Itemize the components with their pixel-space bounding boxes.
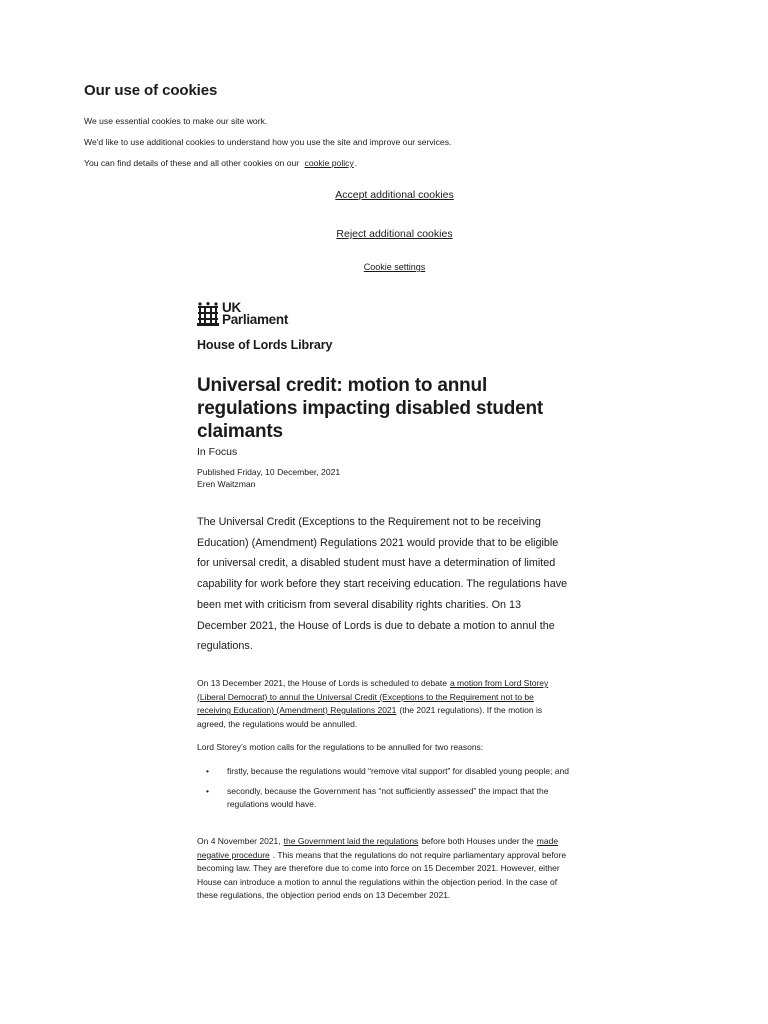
article-category: In Focus — [197, 446, 238, 458]
cookie-additional-text: We'd like to use additional cookies to understand how you use the site and improve our services. — [84, 137, 452, 147]
published-date: Published Friday, 10 December, 2021 — [197, 467, 341, 477]
logo-wordmark — [222, 302, 288, 326]
list-item-text: secondly, because the Government has “not sufficiently assessed” the impact that the regulations would have. — [227, 785, 549, 809]
logo-line-uk: UK — [222, 300, 241, 315]
cookie-details-after: . — [354, 158, 358, 168]
cookie-essential-text: We use essential cookies to make our site work. — [84, 116, 268, 126]
article-title: Universal credit: motion to annul regulations impacting disabled student claimants — [197, 375, 544, 442]
article-summary: The Universal Credit (Exceptions to the Requirement not to be receiving Education) (Amendment) Regulations 2021 would provide that to be eligible for universal credit, a disabled student must have a determination of limited capability for work before they start receiving education. The regulations have been met with criticism from several disability rights charities. On 13 December 2021, the House of Lords is due to debate a motion to annul the regulations. — [197, 516, 568, 653]
p1-text-after: (the 2021 regulations). If the motion is agreed, the regulations would be annulled. — [197, 705, 543, 729]
list-item — [197, 785, 569, 812]
reject-cookies-button[interactable]: Reject additional cookies — [336, 228, 453, 240]
library-name: House of Lords Library — [197, 338, 333, 352]
body-paragraph-1 — [197, 677, 569, 731]
bullet-icon: • — [206, 766, 209, 776]
list-item-text: firstly, because the regulations would “remove vital support” for disabled young people; and — [227, 766, 569, 776]
article-author: Eren Waitzman — [197, 479, 256, 489]
body-paragraph-3 — [197, 835, 569, 903]
cookie-details-text — [84, 157, 357, 169]
accept-cookies-button[interactable]: Accept additional cookies — [335, 189, 454, 201]
cookie-details-before: You can find details of these and all other cookies on our — [84, 158, 300, 168]
p3-text-after: . This means that the regulations do not require parliamentary approval before becoming law. They are therefore due to come into force on 15 December 2021. However, either House can introduce a motion to annul the regulations within the objection period. In the case of these regulations, the objection period ends on 13 December 2021. — [197, 849, 567, 900]
reasons-list — [197, 765, 569, 818]
portcullis-icon — [197, 302, 219, 326]
p3-text-mid: before both Houses under the — [421, 836, 534, 846]
cookie-policy-link[interactable]: cookie policy — [304, 158, 354, 168]
p3-text-before: On 4 November 2021, — [197, 836, 281, 846]
made-negative-procedure-link[interactable]: made negative procedure — [197, 836, 559, 860]
uk-parliament-logo[interactable] — [197, 302, 288, 328]
p1-text-before: On 13 December 2021, the House of Lords is scheduled to debate — [197, 678, 447, 688]
body-paragraph-2: Lord Storey’s motion calls for the regulations to be annulled for two reasons: — [197, 742, 484, 752]
list-item — [197, 765, 569, 779]
government-laid-regulations-link[interactable]: the Government laid the regulations — [283, 836, 419, 846]
motion-link[interactable]: a motion from Lord Storey (Liberal Democrat) to annul the Universal Credit (Exceptions to the Requirement not to be receiving Education) (Amendment) Regulations 2021 — [197, 678, 549, 715]
cookie-settings-button[interactable]: Cookie settings — [363, 262, 426, 272]
logo-line-parliament: Parliament — [222, 312, 289, 327]
bullet-icon: • — [206, 785, 209, 796]
cookie-banner-title: Our use of cookies — [84, 82, 218, 99]
